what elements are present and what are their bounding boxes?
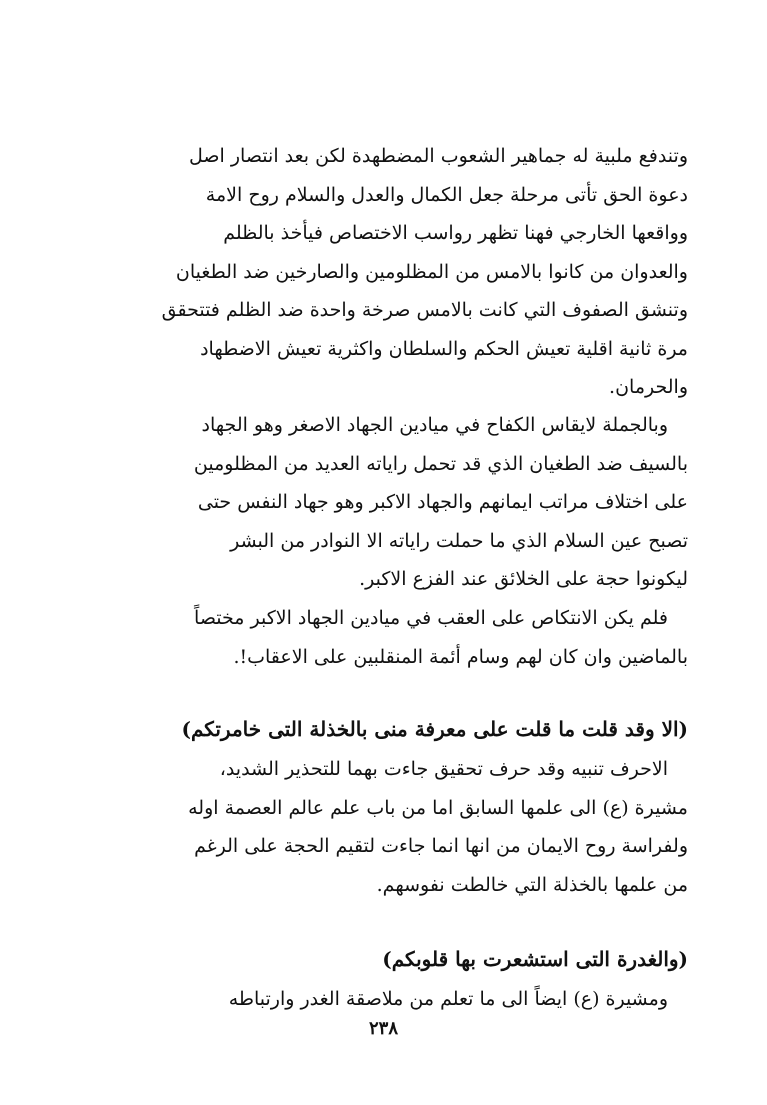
text-line: مشيرة (ع) الى علمها السابق اما من باب علم عالم العصمة اوله (188, 796, 688, 819)
text-line: وواقعها الخارجي فهنا تظهر رواسب الاختصاص فيأخذ بالظلم (223, 222, 688, 244)
text-line: من علمها بالخذلة التي خالطت نفوسهم. (376, 873, 688, 896)
text-line: والعدوان من كانوا بالامس من المظلومين والصارخين ضد الطغيان (175, 260, 688, 283)
text-line: دعوة الحق تأتى مرحلة جعل الكمال والعدل والسلام روح الامة (205, 183, 688, 206)
text-line: ومشيرة (ع) ايضاً الى ما تعلم من ملاصقة الغدر وارتباطه (228, 988, 668, 1010)
text-line: ليكونوا حجة على الخلائق عند الفزع الاكبر. (359, 568, 688, 590)
text-line: وتندفع ملبية له جماهير الشعوب المضطهدة لكن بعد انتصار اصل (189, 145, 688, 167)
text-line: الاحرف تنبيه وقد حرف تحقيق جاءت بهما للتحذير الشديد، (219, 758, 668, 780)
text-line: مرة ثانية اقلية تعيش الحكم والسلطان واكثرية تعيش الاضطهاد (200, 337, 688, 360)
paragraph-4 (78, 750, 688, 904)
section-heading: (والغدرة التى استشعرت بها قلوبكم) (382, 947, 688, 971)
text-line: تصبح عين السلام الذي ما حملت راياته الا النوادر من البشر (230, 529, 688, 552)
text-line: والحرمان. (609, 376, 688, 398)
section-heading: (الا وقد قلت ما قلت على معرفة منى بالخذلة التى خامرتكم) (181, 717, 688, 741)
paragraph-2 (78, 406, 688, 599)
paragraph-3 (78, 599, 688, 676)
text-line: وبالجملة لايقاس الكفاح في ميادين الجهاد الاصغر وهو الجهاد (201, 414, 668, 436)
text-line: وتنشق الصفوف التي كانت بالامس صرخة واحدة ضد الظلم فتتحقق (161, 299, 688, 321)
text-line: بالماضين وان كان لهم وسام أئمة المنقلبين على الاعقاب!. (233, 645, 688, 668)
text-line: فلم يكن الانتكاص على العقب في ميادين الجهاد الاكبر مختصاً (194, 607, 668, 629)
text-line: ولفراسة روح الايمان من انها انما جاءت لتقيم الحجة على الرغم (194, 835, 688, 857)
paragraph-1 (78, 137, 688, 407)
paragraph-5 (78, 980, 688, 1019)
text-line: بالسيف ضد الطغيان الذي قد تحمل راياته العديد من المظلومين (193, 452, 688, 475)
text-line: على اختلاف مراتب ايمانهم والجهاد الاكبر وهو جهاد النفس حتى (197, 491, 688, 513)
page-number: ٢٣٨ (368, 1018, 398, 1039)
